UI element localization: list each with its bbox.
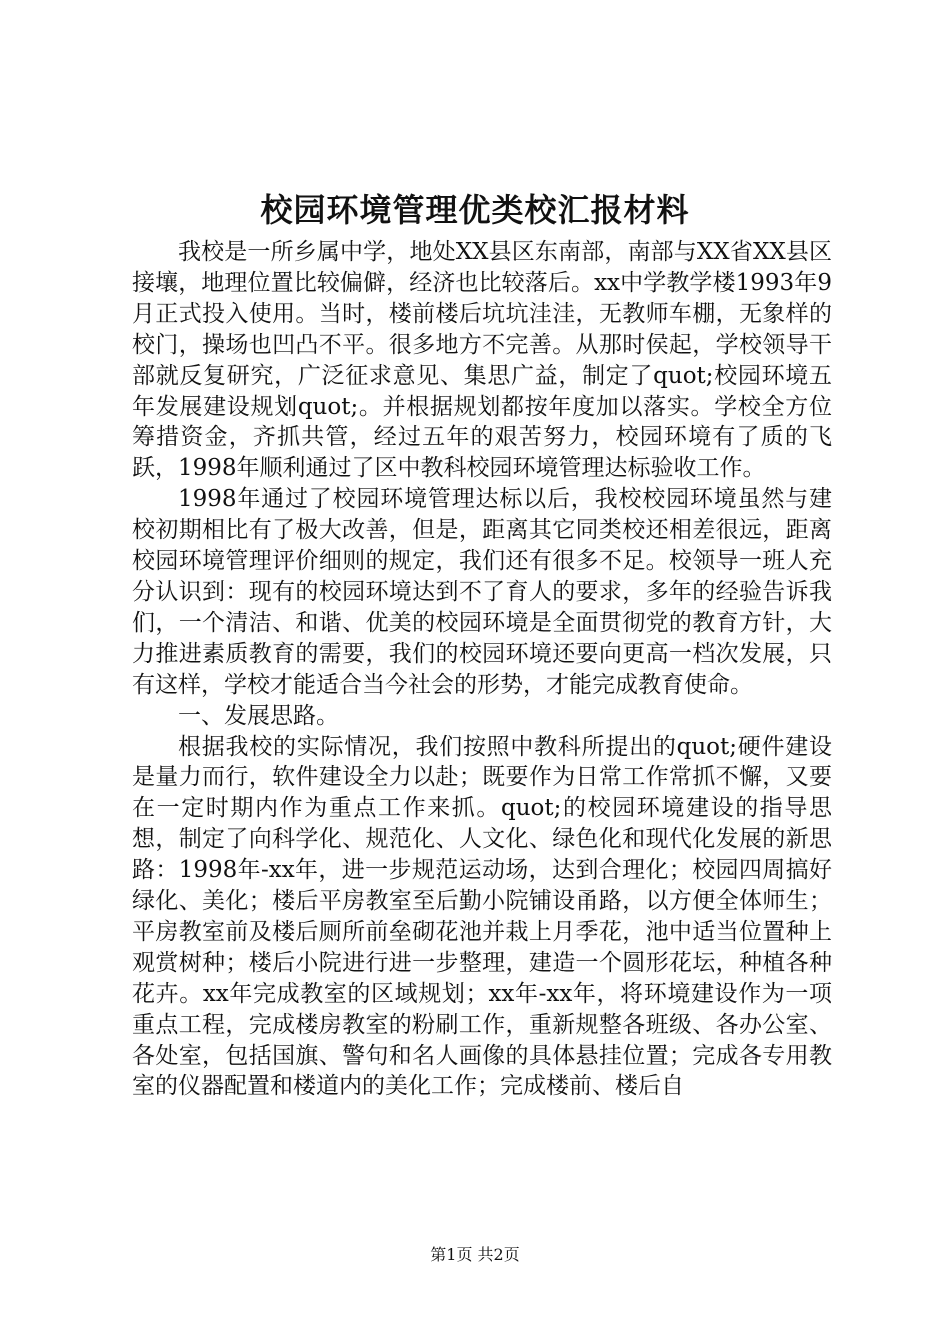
paragraph-3: 根据我校的实际情况，我们按照中教科所提出的quot;硬件建设是量力而行，软件建设全力以赴；既要作为日常工作常抓不懈，又要在一定时期内作为重点工作来抓。quot;的校园环境建设的指导思想，制定了向科学化、规范化、人文化、绿色化和现代化发展的新思路：1998年-xx年，进一步规范运动场，达到合理化；校园四周搞好绿化、美化；楼后平房教室至后勤小院铺设甬路，以方便全体师生；平房教室前及楼后厕所前垒砌花池并栽上月季花，池中适当位置种上观赏树种；楼后小院进行进一步整理，建造一个圆形花坛，种植各种花卉。xx年完成教室的区域规划；xx年-xx年，将环境建设作为一项重点工程，完成楼房教室的粉刷工作，重新规整各班级、各办公室、各处室，包括国旗、警句和名人画像的具体悬挂位置；完成各专用教室的仪器配置和楼道内的美化工作；完成楼前、楼后自: [132, 733, 832, 1100]
paragraph-2: 1998年通过了校园环境管理达标以后，我校校园环境虽然与建校初期相比有了极大改善，但是，距离其它同类校还相差很远，距离校园环境管理评价细则的规定，我们还有很多不足。校领导一班人充分认识到：现有的校园环境达到不了育人的要求，多年的经验告诉我们，一个清洁、和谐、优美的校园环境是全面贯彻党的教育方针，大力推进素质教育的需要，我们的校园环境还要向更高一档次发展，只有这样，学校才能适合当今社会的形势，才能完成教育使命。: [132, 486, 832, 698]
page-number-footer: 第1页 共2页: [430, 1245, 520, 1264]
document-body: [132, 237, 832, 1102]
section-heading-development: 一、发展思路。: [178, 702, 339, 729]
document-title: 校园环境管理优类校汇报材料: [260, 191, 690, 229]
paragraph-1: 我校是一所乡属中学，地处XX县区东南部，南部与XX省XX县区接壤，地理位置比较偏僻，经济也比较落后。xx中学教学楼1993年9月正式投入使用。当时，楼前楼后坑坑洼洼，无教师车棚，无象样的校门，操场也凹凸不平。很多地方不完善。从那时侯起，学校领导干部就反复研究，广泛征求意见、集思广益，制定了quot;校园环境五年发展建设规划quot;。并根据规划都按年度加以落实。学校全方位筹措资金，齐抓共管，经过五年的艰苦努力，校园环境有了质的飞跃，1998年顺利通过了区中教科校园环境管理达标验收工作。: [132, 239, 832, 482]
